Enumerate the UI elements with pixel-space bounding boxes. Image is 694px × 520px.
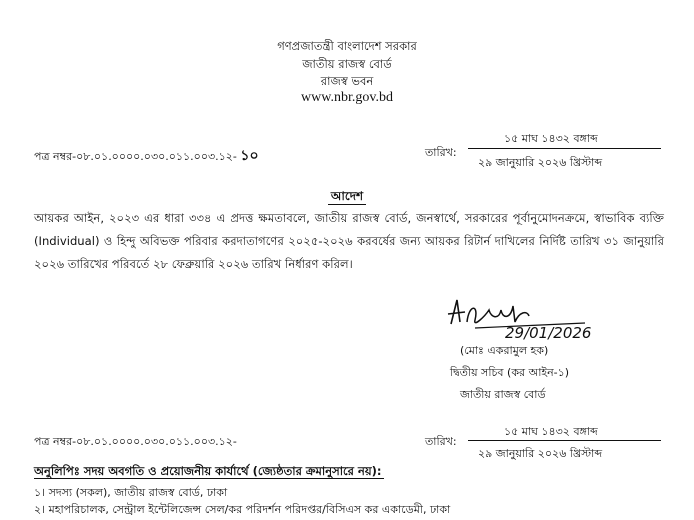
memo-reference-label: পত্র নম্বর-০৮.০১.০০০০.০৩০.০১১.০০৩.১২- [34, 150, 237, 163]
signatory-office: জাতীয় রাজস্ব বোর্ড [460, 388, 546, 401]
date-bangla: ১৫ মাঘ ১৪৩২ বঙ্গাব্দ [504, 132, 598, 145]
board-name: জাতীয় রাজস্ব বোর্ড [302, 57, 392, 71]
copy-date-divider [468, 440, 661, 441]
memo-reference [34, 144, 259, 168]
memo-reference-number: ১০ [240, 148, 259, 164]
copy-item: ১। সদস্য (সকল), জাতীয় রাজস্ব বোর্ড, ঢাকা [34, 486, 228, 499]
signatory-name: (মোঃ একরামুল হক) [460, 344, 549, 357]
government-name: গণপ্রজাতন্ত্রী বাংলাদেশ সরকার [277, 39, 417, 53]
copy-item: ২। মহাপরিচালক, সেন্ট্রাল ইন্টেলিজেন্স সেল/কর পরিদর্শন পরিদপ্তর/বিসিএস কর একাডেমী, ঢাকা [34, 503, 451, 516]
order-title-underline [328, 204, 366, 205]
copy-date-english: ২৯ জানুয়ারি ২০২৬ খ্রিস্টাব্দ [478, 447, 603, 460]
building-name: রাজস্ব ভবন [320, 74, 374, 88]
copies-heading-underline [34, 478, 384, 479]
date-label: তারিখ: [425, 146, 457, 159]
date-divider [468, 148, 661, 149]
signature-image [445, 292, 615, 344]
signatory-designation: দ্বিতীয় সচিব (কর আইন-১) [450, 366, 570, 379]
copies-heading: অনুলিপিঃ সদয় অবগতি ও প্রয়োজনীয় কার্যার্থে (জ্যেষ্ঠতার ক্রমানুসারে নয়): [34, 464, 382, 478]
website-url[interactable]: www.nbr.gov.bd [301, 90, 393, 105]
copy-date-bangla: ১৫ মাঘ ১৪৩২ বঙ্গাব্দ [504, 425, 598, 438]
date-english: ২৯ জানুয়ারি ২০২৬ খ্রিস্টাব্দ [478, 156, 603, 169]
order-title: আদেশ [330, 189, 364, 203]
copy-date-label: তারিখ: [425, 435, 457, 448]
order-body: আয়কর আইন, ২০২৩ এর ধারা ৩৩৪ এ প্রদত্ত ক্ষমতাবলে, জাতীয় রাজস্ব বোর্ড, জনস্বার্থে, সরকারের পূর্বানুমোদনক্রমে, স্বাভাবিক ব্যক্তি (Individual) ও হিন্দু অবিভক্ত পরিবার করদাতাগণের ২০২৫-২০২৬ করবর্ষের জন্য আয়কর রিটার্ন দাখিলের নির্দিষ্ট তারিখ ৩১ জানুয়ারি ২০২৬ তারিখের পরিবর্তে ২৮ ফেব্রুয়ারি ২০২৬ তারিখ নির্ধারণ করিল। [34, 211, 664, 271]
copy-memo-reference: পত্র নম্বর-০৮.০১.০০০০.০৩০.০১১.০০৩.১২- [34, 435, 237, 448]
signature-date: 29/01/2026 [505, 324, 592, 342]
